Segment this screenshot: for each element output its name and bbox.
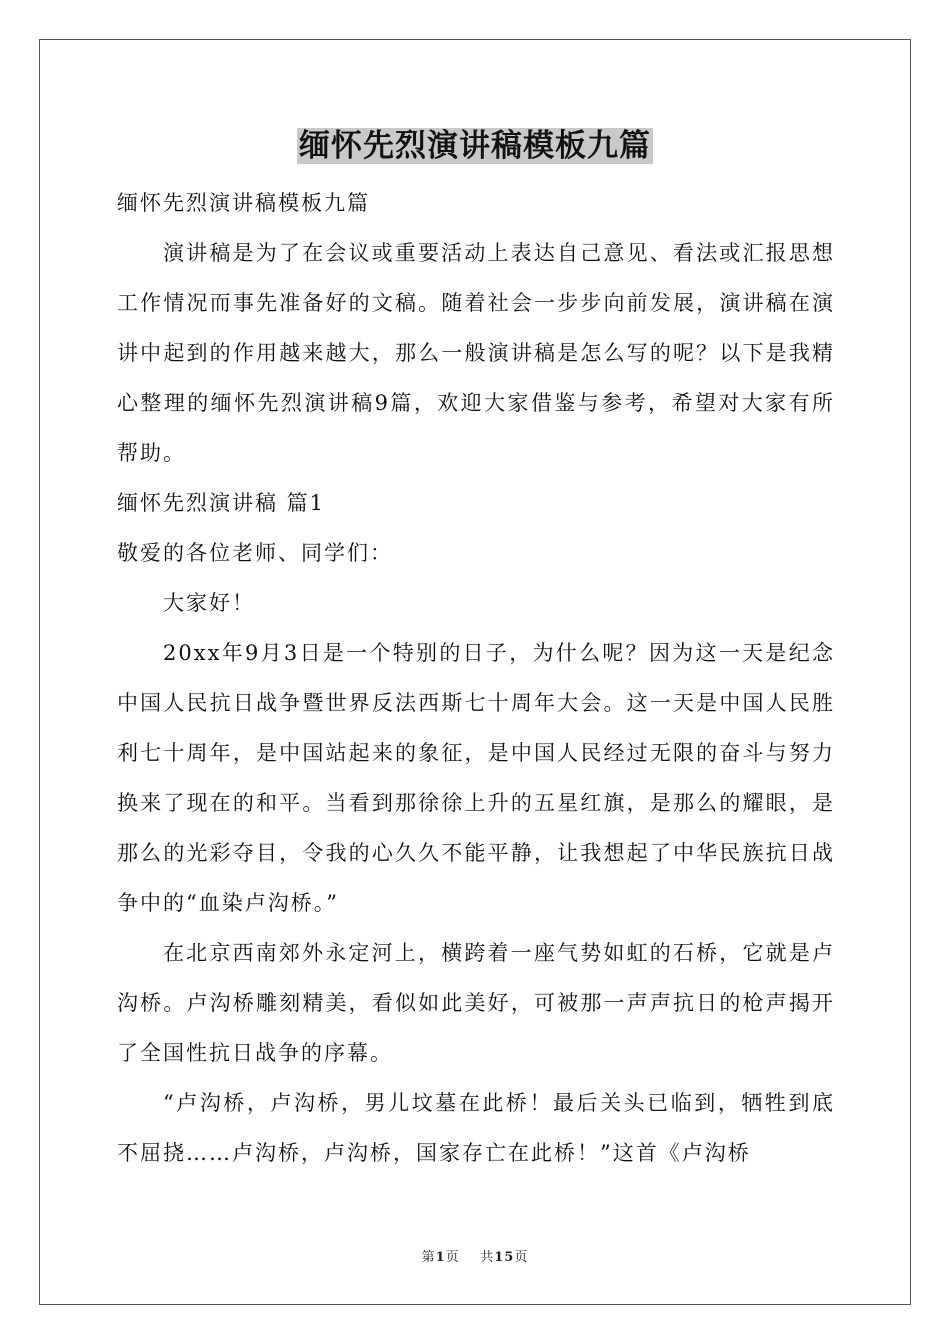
footer-middle: 页 共 [445,1250,495,1265]
footer-prefix: 第 [421,1250,436,1265]
subtitle-paragraph: 缅怀先烈演讲稿模板九篇 [117,191,370,215]
salutation-paragraph: 敬爱的各位老师、同学们： [117,541,393,565]
section-heading: 缅怀先烈演讲稿 篇1 [117,491,326,515]
footer-suffix: 页 [514,1250,529,1265]
page-footer [0,1246,950,1265]
document-title: 缅怀先烈演讲稿模板九篇 [299,128,651,164]
greeting-paragraph: 大家好！ [163,591,255,615]
body-paragraph: “卢沟桥，卢沟桥，男儿坟墓在此桥！最后关头已临到，牺牲到底不屈挠……卢沟桥，卢沟桥，国家存亡在此桥！”这首《卢沟桥 [117,1091,835,1165]
body-paragraph: 20xx年9月3日是一个特别的日子，为什么呢？因为这一天是纪念中国人民抗日战争暨世界反法西斯七十周年大会。这一天是中国人民胜利七十周年，是中国站起来的象征，是中国人民经过无限的奋斗与努力换来了现在的和平。当看到那徐徐上升的五星红旗，是那么的耀眼，是那么的光彩夺目，令我的心久久不能平静，让我想起了中华民族抗日战争中的“血染卢沟桥。” [117,641,835,915]
intro-paragraph: 演讲稿是为了在会议或重要活动上表达自己意见、看法或汇报思想工作情况而事先准备好的文稿。随着社会一步步向前发展，演讲稿在演讲中起到的作用越来越大，那么一般演讲稿是怎么写的呢？以下是我精心整理的缅怀先烈演讲稿9篇，欢迎大家借鉴与参考，希望对大家有所帮助。 [117,241,835,465]
document-body [117,178,835,1178]
footer-total-pages: 15 [494,1250,515,1265]
body-paragraph: 在北京西南郊外永定河上，横跨着一座气势如虹的石桥，它就是卢沟桥。卢沟桥雕刻精美，看似如此美好，可被那一声声抗日的枪声揭开了全国性抗日战争的序幕。 [117,941,835,1065]
footer-page-number: 1 [435,1250,446,1265]
document-title-container [0,124,950,168]
